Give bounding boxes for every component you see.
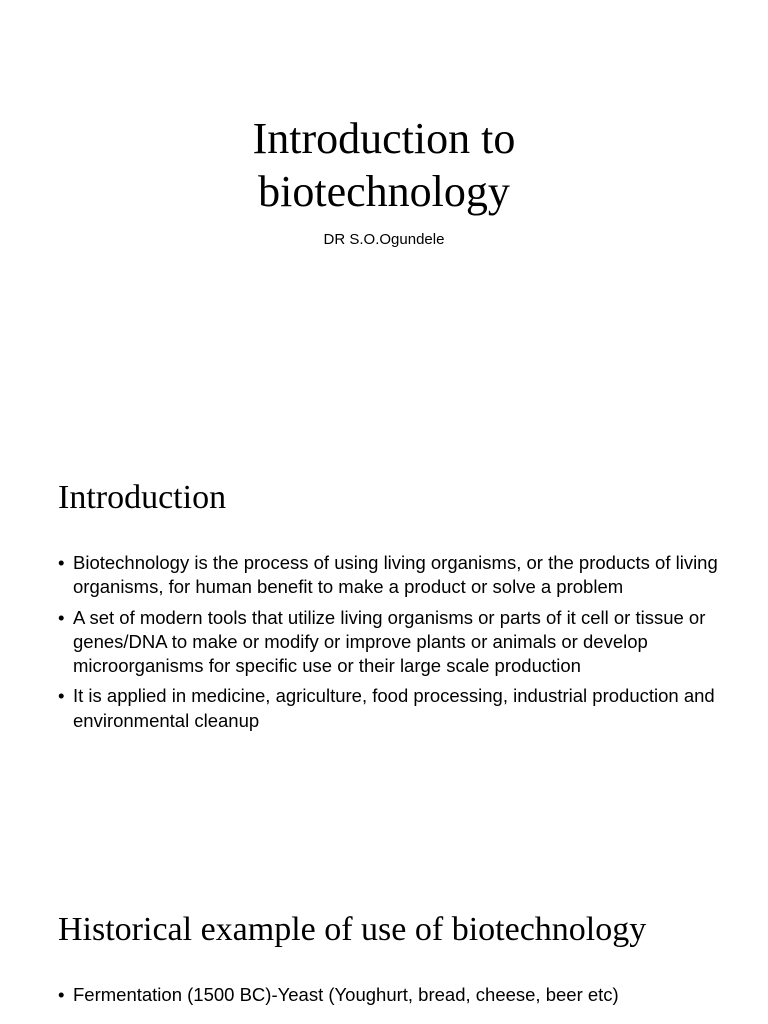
slide-heading: Introduction (58, 479, 227, 516)
presentation-title (0, 112, 768, 218)
introduction-slide (0, 432, 768, 864)
bullet-text: Fermentation (1500 BC)-Yeast (Youghurt, bread, cheese, beer etc) (73, 984, 619, 1005)
bullet-icon: • (58, 685, 65, 707)
list-item (58, 551, 718, 600)
bullet-icon: • (58, 552, 65, 573)
list-item (58, 606, 718, 679)
bullet-text: Biotechnology is the process of using living organisms, or the products of living organisms, for human benefit to make a product or solve a problem (73, 552, 718, 598)
list-item (58, 684, 718, 733)
bullet-text: A set of modern tools that utilize living organisms or parts of it cell or tissue or genes/DNA to make or modify or improve plants or animals or develop microorganisms for specific use or their large scale production (73, 606, 706, 677)
bullet-list (58, 983, 718, 1013)
bullet-icon: • (58, 606, 65, 628)
title-line-2: biotechnology (258, 167, 510, 216)
bullet-text: It is applied in medicine, agriculture, food processing, industrial production and environmental cleanup (73, 685, 715, 731)
historical-example-slide (0, 864, 768, 1024)
author-subtitle: DR S.O.Ogundele (323, 231, 445, 248)
title-line-1: Introduction to (252, 114, 516, 163)
list-item (58, 983, 718, 1007)
bullet-list (58, 551, 718, 739)
slide-heading: Historical example of use of biotechnology (58, 911, 647, 948)
bullet-icon: • (58, 984, 65, 1005)
title-slide (0, 0, 768, 432)
